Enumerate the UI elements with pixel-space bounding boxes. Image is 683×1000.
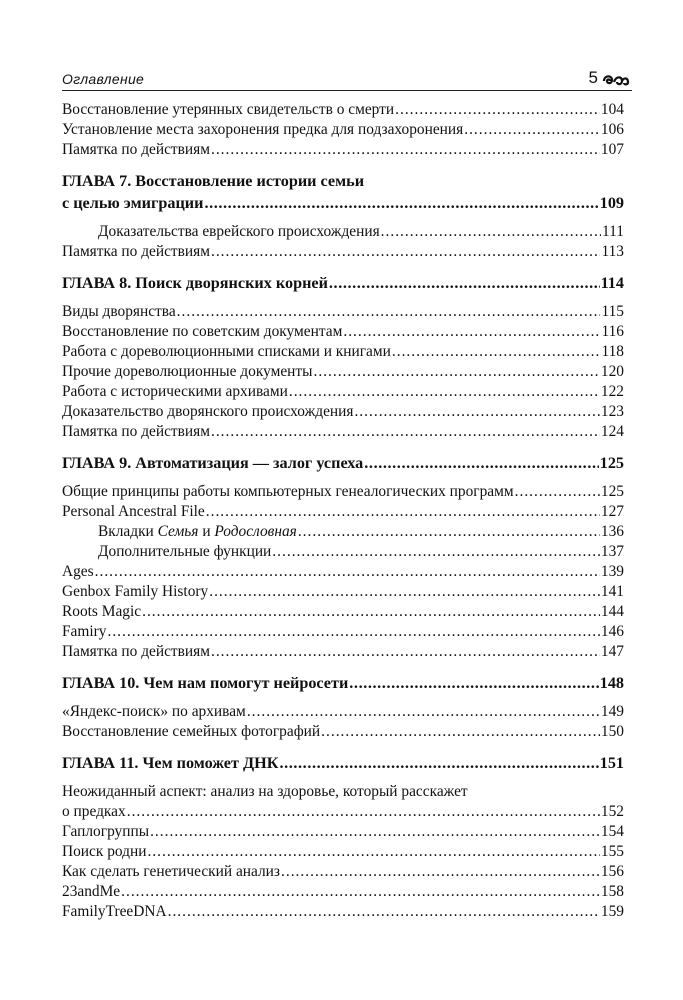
dot-leader [313,362,599,382]
entry-page: 155 [600,843,624,860]
entry-page: 146 [600,623,624,640]
toc-row [62,342,624,362]
entry-title: Восстановление семейных фотографий [62,723,321,740]
dot-leader [168,902,600,922]
entry-page: 118 [601,343,624,360]
entry-page: 127 [600,503,624,520]
toc-row [62,602,624,622]
entry-page: 141 [600,583,624,600]
entry-title: Восстановление по советским документам [62,323,343,340]
dot-leader [211,140,600,160]
toc-entry [62,722,624,742]
chapter-heading [62,672,624,694]
toc-entry [62,502,624,522]
toc-row [62,482,624,502]
toc-entry [62,622,624,642]
toc-row [62,362,624,382]
chapter-page: 109 [599,194,624,212]
dot-leader [209,582,600,602]
chapter-title: ГЛАВА 11. Чем поможет ДНК [62,754,279,772]
dot-leader [395,100,600,120]
dot-leader [343,322,600,342]
chapter-title: ГЛАВА 9. Автоматизация — залог успеха [62,454,364,472]
toc-row [62,902,624,922]
toc-entry [62,242,624,262]
chapter-heading [62,752,624,774]
toc-entry [62,542,624,562]
toc-entry [62,322,624,342]
dot-leader [298,522,600,542]
toc-entry [62,562,624,582]
entry-title: Вкладки Семья и Родословная [98,523,297,540]
dot-leader [211,422,600,442]
entry-page: 123 [600,403,624,420]
dot-leader [204,192,598,214]
chapter-row [62,672,624,694]
entry-title: Поиск родни [62,843,147,860]
chapter-page: 151 [599,754,624,772]
dot-leader [121,882,600,902]
toc-row [62,582,624,602]
running-header [62,66,632,91]
entry-title: Roots Magic [62,603,142,620]
dot-leader [281,862,600,882]
toc-row [62,862,624,882]
entry-page: 159 [600,903,624,920]
entry-title: Прочие дореволюционные документы [62,363,313,380]
entry-title: Famiry [62,623,107,640]
entry-page: 125 [600,483,624,500]
toc-row [62,882,624,902]
dot-leader [392,342,601,362]
entry-title: Памятка по действиям [62,141,210,158]
entry-title: Общие принципы работы компьютерных генеалогических программ [62,483,514,500]
entry-title-line: Неожиданный аспект: анализ на здоровье, который расскажет [62,783,468,800]
running-header-title: Оглавление [62,71,145,87]
toc-row [62,120,624,140]
dot-leader [279,752,598,774]
dot-leader [206,502,600,522]
chapter-page: 114 [600,274,624,292]
toc-row [62,562,624,582]
chapter-heading [62,452,624,474]
dot-leader [329,272,600,294]
entry-title: Памятка по действиям [62,243,210,260]
entry-title: 23andMe [62,883,121,900]
toc-entry [62,100,624,120]
entry-title: о предках [62,803,126,820]
dot-leader [127,802,600,822]
entry-title: Восстановление утерянных свидетельств о смерти [62,101,395,118]
toc-entry [62,482,624,502]
toc-row [62,722,624,742]
toc-entry [62,862,624,882]
toc-entry [62,140,624,160]
entry-title: Памятка по действиям [62,423,210,440]
table-of-contents [62,100,624,922]
dot-leader [354,402,599,422]
dot-leader [150,822,600,842]
toc-entry [62,702,624,722]
entry-page: 158 [600,883,624,900]
entry-page: 107 [600,141,624,158]
toc-row [62,522,624,542]
toc-entry [62,402,624,422]
toc-row [62,542,624,562]
chapter-page: 125 [599,454,624,472]
toc-row [62,642,624,662]
toc-row [62,322,624,342]
dot-leader [177,302,601,322]
toc-row [62,422,624,442]
dot-leader [107,622,599,642]
toc-entry [62,422,624,442]
entry-page: 152 [600,803,624,820]
toc-entry [62,222,624,242]
toc-entry [62,382,624,402]
toc-entry [62,842,624,862]
toc-row [62,140,624,160]
entry-title: FamilyTreeDNA [62,903,167,920]
entry-title: Гаплогруппы [62,823,150,840]
chapter-title: ГЛАВА 8. Поиск дворянских корней [62,274,328,292]
toc-row [62,242,624,262]
toc-row [62,802,624,822]
toc-entry [62,902,624,922]
entry-page: 124 [600,423,624,440]
toc-row [62,382,624,402]
dot-leader [464,120,600,140]
chapter-page: 148 [599,674,624,692]
toc-row [62,822,624,842]
dot-leader [349,672,598,694]
entry-page: 106 [600,121,624,138]
toc-entry [62,120,624,140]
entry-title: Как сделать генетический анализ [62,863,281,880]
entry-title: Дополнительные функции [98,543,272,560]
chapter-row [62,192,624,214]
toc-entry [62,522,624,542]
toc-entry [62,602,624,622]
dot-leader [142,602,600,622]
entry-page: 122 [600,383,624,400]
entry-title: «Яндекс-поиск» по архивам [62,703,246,720]
toc-row [62,622,624,642]
dot-leader [289,382,600,402]
entry-page: 156 [600,863,624,880]
entry-title: Personal Ancestral File [62,503,205,520]
entry-page: 154 [600,823,624,840]
toc-entry [62,822,624,842]
toc-entry [62,782,624,822]
chapter-title-line: ГЛАВА 7. Восстановление истории семьи [62,172,365,190]
curl-ornament-icon [602,72,630,88]
entry-title: Доказательство дворянского происхождения [62,403,354,420]
toc-row [62,402,624,422]
entry-page: 149 [600,703,624,720]
toc-entry [62,582,624,602]
entry-page: 113 [601,243,624,260]
entry-page: 120 [600,363,624,380]
toc-row [62,222,624,242]
dot-leader [147,842,599,862]
page-number: 5 [588,68,598,87]
dot-leader [381,222,601,242]
dot-leader [247,702,600,722]
entry-title: Ages [62,563,94,580]
entry-page: 115 [601,303,624,320]
toc-entry [62,342,624,362]
entry-page: 136 [600,523,624,540]
dot-leader [95,562,600,582]
entry-title: Genbox Family History [62,583,209,600]
entry-page: 137 [600,543,624,560]
toc-entry [62,642,624,662]
entry-title: Работа с историческими архивами [62,383,288,400]
dot-leader [321,722,600,742]
dot-leader [211,642,600,662]
dot-leader [211,242,601,262]
entry-page: 116 [601,323,624,340]
entry-page: 144 [600,603,624,620]
dot-leader [272,542,600,562]
entry-title: Виды дворянства [62,303,176,320]
chapter-row [62,752,624,774]
chapter-heading [62,272,624,294]
chapter-title: с целью эмиграции [62,194,204,212]
toc-row [62,502,624,522]
chapter-title: ГЛАВА 10. Чем нам помогут нейросети [62,674,349,692]
entry-title: Работа с дореволюционными списками и книгами [62,343,391,360]
chapter-heading [62,170,624,214]
entry-title: Установление места захоронения предка для подзахоронения [62,121,464,138]
entry-page: 104 [600,101,624,118]
dot-leader [515,482,600,502]
toc-row [62,100,624,120]
entry-title: Доказательства еврейского происхождения [98,223,380,240]
toc-entry [62,302,624,322]
entry-page: 147 [600,643,624,660]
toc-row [62,842,624,862]
dot-leader [364,452,598,474]
chapter-row [62,452,624,474]
entry-title: Памятка по действиям [62,643,210,660]
entry-page: 150 [600,723,624,740]
toc-entry [62,362,624,382]
toc-row [62,302,624,322]
entry-page: 139 [600,563,624,580]
chapter-row [62,272,624,294]
toc-entry [62,882,624,902]
toc-row [62,702,624,722]
entry-page: 111 [602,223,624,240]
